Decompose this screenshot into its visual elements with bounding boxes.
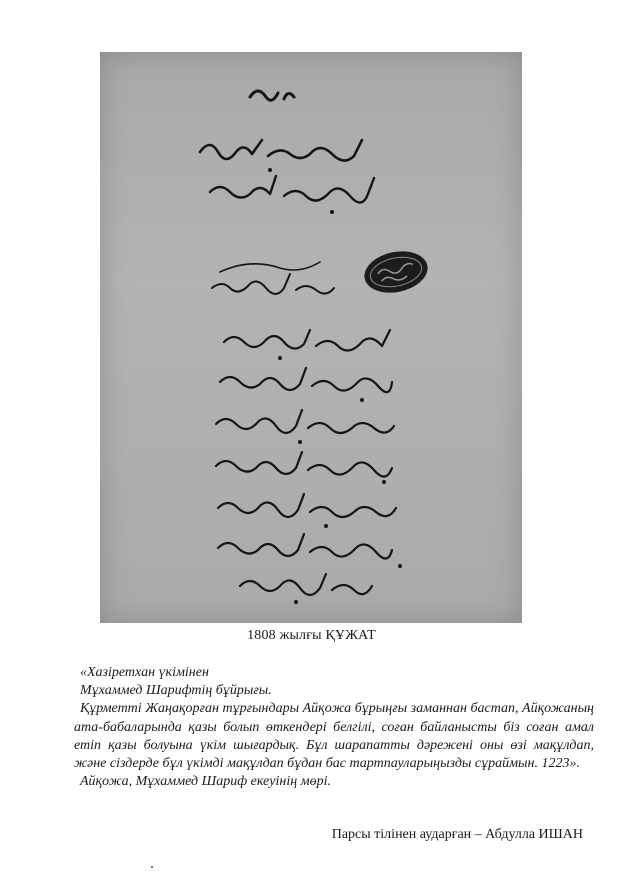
translation-seal-line: Айқожа, Мұхаммед Шариф екеуінің мөрі.: [80, 774, 331, 790]
manuscript-photo: [100, 52, 522, 623]
seal: [361, 246, 432, 298]
page-speck: [151, 866, 153, 868]
translation-body: Құрметті Жаңақорған тұрғындары Айқожа бұрыңғы заманнан бастап, Айқожаның ата-бабаларында қазы болып өткендері белгілі, соған байланысты біз соған амал етіп қазы болуына үкім шығардық. Бұл шарапатты дәрежені оны өзі мақұлдап, және сіздерде бұл үкімді мақұлдап бұдан бас тартпауларыңызды сұраймын. 1223».: [74, 701, 594, 772]
translation-text: [74, 664, 594, 791]
translation-line-2: Мұхаммед Шарифтің бұйрығы.: [80, 683, 272, 699]
translator-credit: Парсы тілінен аударған – Абдулла ИШАН: [331, 827, 583, 842]
photo-caption: 1808 жылғы ҚҰЖАТ: [247, 628, 376, 643]
manuscript-handwriting: [100, 52, 522, 623]
translation-line-1: «Хазіретхан үкімінен: [80, 665, 209, 680]
